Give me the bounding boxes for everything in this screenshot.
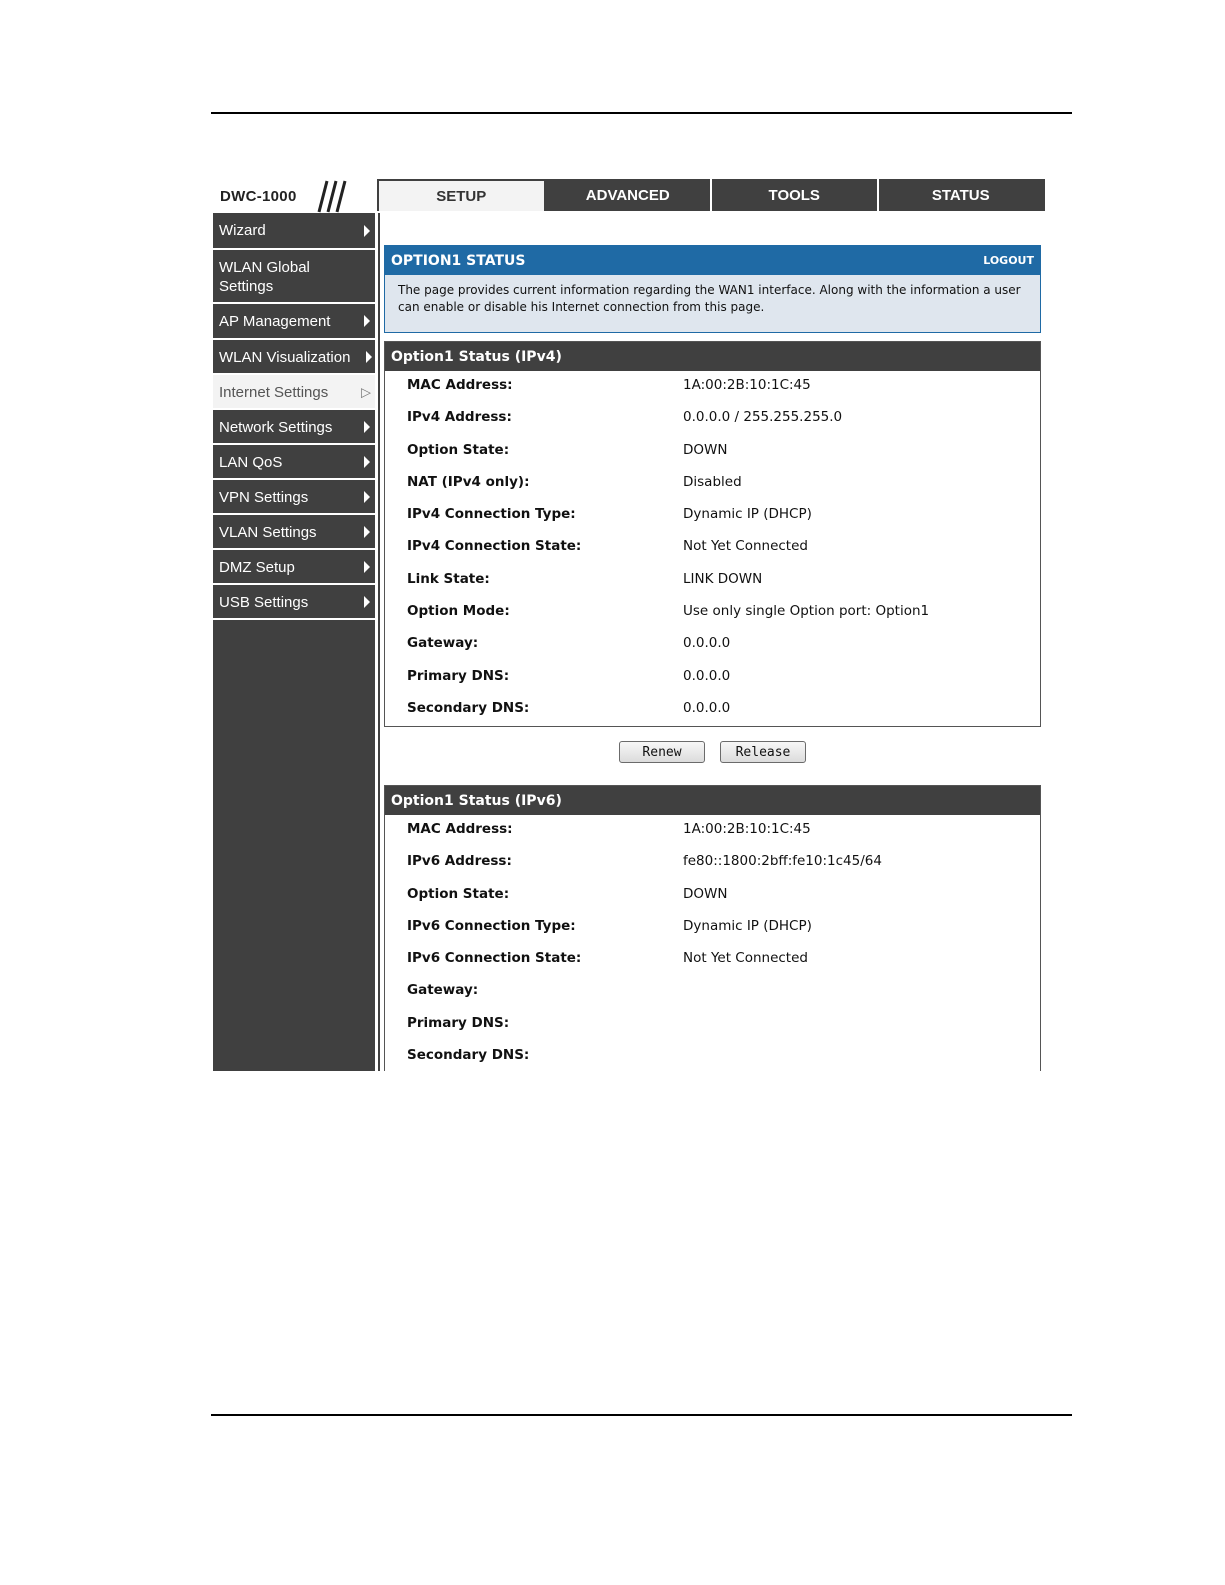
table-row <box>385 662 1040 694</box>
field-label: IPv6 Connection Type: <box>407 917 576 934</box>
field-value: DOWN <box>683 885 728 902</box>
brand-logo <box>213 179 375 213</box>
field-label: Primary DNS: <box>407 667 510 684</box>
ipv4-status-panel <box>384 341 1041 727</box>
sidebar-item-wlan-global-settings[interactable] <box>213 250 375 304</box>
field-value: DOWN <box>683 441 728 458</box>
field-label: Option State: <box>407 885 510 902</box>
tab-tools[interactable]: TOOLS <box>712 179 879 211</box>
sidebar-item-wizard[interactable] <box>213 213 375 250</box>
page-top-rule <box>211 112 1072 114</box>
logout-link[interactable]: LOGOUT <box>983 254 1034 267</box>
ipv4-panel-title: Option1 Status (IPv4) <box>385 342 1040 371</box>
field-label: MAC Address: <box>407 377 513 393</box>
chevron-right-icon <box>364 561 370 573</box>
table-row <box>385 629 1040 661</box>
status-title-bar <box>385 246 1040 275</box>
sidebar-item-label: AP Management <box>219 313 331 330</box>
page-title: OPTION1 STATUS <box>391 252 526 269</box>
sidebar-item-label: DMZ Setup <box>219 559 295 576</box>
field-value: 0.0.0.0 / 255.255.255.0 <box>683 409 843 426</box>
renew-button[interactable]: Renew <box>619 741 705 763</box>
field-value: 0.0.0.0 <box>683 699 731 716</box>
sidebar <box>213 213 375 1071</box>
field-label: Option Mode: <box>407 603 510 620</box>
action-buttons <box>384 741 1041 763</box>
status-header-box <box>384 245 1041 333</box>
brand-name: DWC-1000 <box>220 187 297 205</box>
sidebar-item-label: VPN Settings <box>219 489 309 506</box>
table-row <box>385 1009 1040 1041</box>
field-label: Option State: <box>407 441 510 458</box>
field-label: Link State: <box>407 570 490 587</box>
table-row <box>385 912 1040 944</box>
sidebar-item-label: WLAN Visualization <box>219 349 351 366</box>
page-bottom-rule <box>211 1414 1072 1416</box>
table-row <box>385 565 1040 597</box>
sidebar-item-vlan-settings[interactable] <box>213 515 375 550</box>
field-label: Secondary DNS: <box>407 699 530 716</box>
table-row <box>385 468 1040 500</box>
field-value: Disabled <box>683 473 742 490</box>
sidebar-item-label: WLAN Global Settings <box>219 259 310 295</box>
table-row <box>385 436 1040 468</box>
table-row <box>385 976 1040 1008</box>
sidebar-item-lan-qos[interactable] <box>213 445 375 480</box>
table-row <box>385 371 1040 403</box>
chevron-right-icon <box>364 526 370 538</box>
table-row <box>385 944 1040 976</box>
ipv6-status-panel <box>384 785 1041 1071</box>
table-row <box>385 500 1040 532</box>
field-value: Not Yet Connected <box>683 538 808 555</box>
ipv6-panel-title: Option1 Status (IPv6) <box>385 786 1040 815</box>
sidebar-item-vpn-settings[interactable] <box>213 480 375 515</box>
field-label: IPv4 Connection State: <box>407 538 582 555</box>
page-description: The page provides current information regarding the WAN1 interface. Along with the information a user can enable or disable his Internet connection from this page. <box>398 283 1021 314</box>
sidebar-item-usb-settings[interactable] <box>213 585 375 620</box>
table-row <box>385 597 1040 629</box>
field-label: IPv6 Address: <box>407 853 512 870</box>
table-row <box>385 694 1040 726</box>
field-value: Use only single Option port: Option1 <box>683 603 930 620</box>
sidebar-item-label: USB Settings <box>219 594 309 611</box>
router-ui-screenshot <box>213 179 1045 1071</box>
chevron-right-icon <box>364 596 370 608</box>
sidebar-item-internet-settings[interactable] <box>213 375 375 410</box>
chevron-right-icon <box>364 225 370 237</box>
field-label: Secondary DNS: <box>407 1047 530 1064</box>
table-row <box>385 847 1040 879</box>
sidebar-item-wlan-visualization[interactable] <box>213 340 375 375</box>
table-row <box>385 815 1040 847</box>
tab-advanced[interactable]: ADVANCED <box>546 179 713 211</box>
top-tabs <box>377 179 1045 213</box>
chevron-right-icon <box>364 421 370 433</box>
tab-setup[interactable]: SETUP <box>377 179 546 211</box>
field-value: 0.0.0.0 <box>683 667 731 684</box>
table-row <box>385 403 1040 435</box>
sidebar-item-label: Wizard <box>219 222 266 239</box>
field-value: fe80::1800:2bff:fe10:1c45/64 <box>683 853 882 870</box>
field-value: 1A:00:2B:10:1C:45 <box>683 377 811 393</box>
release-button[interactable]: Release <box>720 741 806 763</box>
chevron-right-icon <box>364 315 370 327</box>
field-label: MAC Address: <box>407 821 513 837</box>
field-value: 1A:00:2B:10:1C:45 <box>683 821 811 837</box>
sidebar-item-label: Network Settings <box>219 419 333 436</box>
sidebar-item-ap-management[interactable] <box>213 304 375 340</box>
sidebar-item-dmz-setup[interactable] <box>213 550 375 585</box>
table-row <box>385 1041 1040 1071</box>
field-label: IPv4 Address: <box>407 409 512 426</box>
field-value: LINK DOWN <box>683 570 763 587</box>
chevron-right-icon <box>366 351 372 363</box>
sidebar-item-label: LAN QoS <box>219 454 283 471</box>
table-row <box>385 532 1040 564</box>
field-label: IPv6 Connection State: <box>407 950 582 967</box>
chevron-right-icon <box>364 456 370 468</box>
brand-slashes-icon <box>311 180 349 213</box>
field-value: Not Yet Connected <box>683 950 808 967</box>
table-row <box>385 880 1040 912</box>
field-label: Gateway: <box>407 635 479 652</box>
sidebar-divider-dark <box>378 213 380 1071</box>
field-value: Dynamic IP (DHCP) <box>683 917 812 934</box>
field-value: Dynamic IP (DHCP) <box>683 506 812 523</box>
field-label: Primary DNS: <box>407 1014 510 1031</box>
field-value: 0.0.0.0 <box>683 635 731 652</box>
chevron-right-icon <box>364 491 370 503</box>
chevron-right-outline-icon: ▷ <box>361 384 371 399</box>
field-label: NAT (IPv4 only): <box>407 473 530 490</box>
field-label: IPv4 Connection Type: <box>407 506 576 523</box>
field-label: Gateway: <box>407 982 479 999</box>
tab-status[interactable]: STATUS <box>879 179 1046 211</box>
sidebar-item-label: VLAN Settings <box>219 524 317 541</box>
sidebar-item-label: Internet Settings <box>219 384 329 401</box>
sidebar-item-network-settings[interactable] <box>213 410 375 445</box>
